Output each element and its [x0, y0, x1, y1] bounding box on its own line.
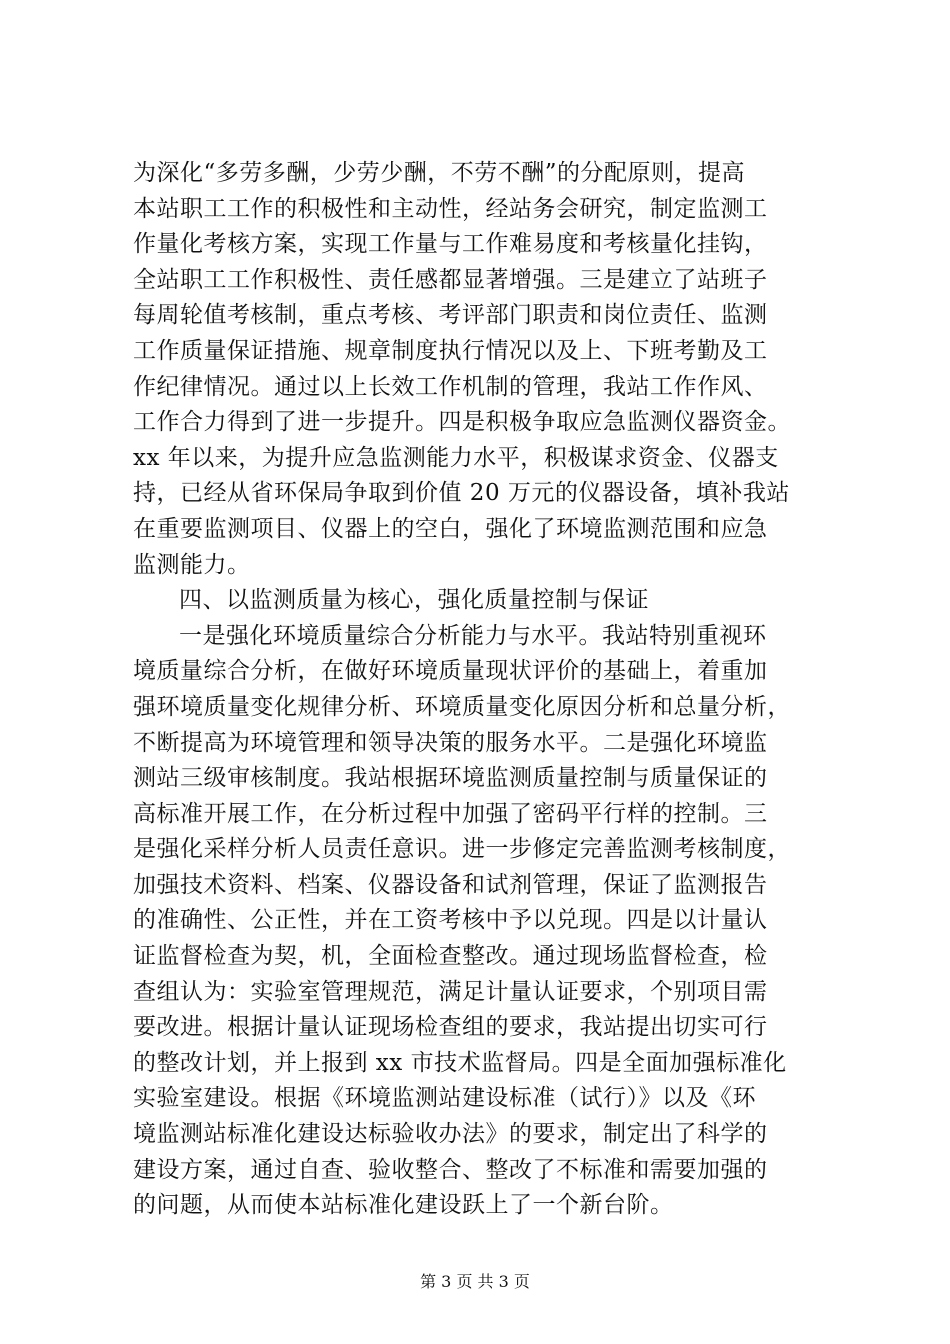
text-line: 一是强化环境质量综合分析能力与水平。我站特别重视环 — [179, 622, 767, 649]
text-line: 全站职工工作积极性、责任感都显著增强。三是建立了站班子 — [133, 266, 768, 293]
text-line: 本站职工工作的积极性和主动性，经站务会研究，制定监测工 — [133, 195, 768, 222]
text-line: 境质量综合分析，在做好环境质量现状评价的基础上，着重加 — [133, 658, 768, 685]
text-line: 境监测站标准化建设达标验收办法》的要求，制定出了科学的 — [133, 1121, 768, 1148]
text-line: 证监督检查为契，机，全面检查整改。通过现场监督检查，检 — [133, 943, 768, 970]
text-line: 每周轮值考核制，重点考核、考评部门职责和岗位责任、监测 — [133, 302, 768, 329]
text-line: 作纪律情况。通过以上长效工作机制的管理，我站工作作风、 — [133, 373, 768, 400]
text-line: 在重要监测项目、仪器上的空白，强化了环境监测范围和应急 — [133, 515, 768, 542]
text-line: 要改进。根据计量认证现场检查组的要求，我站提出切实可行 — [133, 1014, 768, 1041]
text-line: 测站三级审核制度。我站根据环境监测质量控制与质量保证的 — [133, 765, 768, 792]
text-line: 的问题，从而使本站标准化建设跃上了一个新台阶。 — [133, 1192, 674, 1219]
text-line: 的整改计划，并上报到 xx 市技术监督局。四是全面加强标准化 — [133, 1049, 787, 1076]
text-line: 实验室建设。根据《环境监测站建设标准（试行）》以及《环 — [133, 1085, 756, 1112]
text-line: 建设方案，通过自查、验收整合、整改了不标准和需要加强的 — [133, 1156, 768, 1183]
text-line: xx 年以来，为提升应急监测能力水平，积极谋求资金、仪器支 — [133, 444, 779, 471]
text-line: 为深化“多劳多酬，少劳少酬，不劳不酬”的分配原则，提高 — [133, 160, 746, 186]
text-line: 的准确性、公正性，并在工资考核中予以兑现。四是以计量认 — [133, 907, 768, 934]
text-line: 强环境质量变化规律分析、环境质量变化原因分析和总量分析， — [133, 693, 791, 720]
text-line: 不断提高为环境管理和领导决策的服务水平。二是强化环境监 — [133, 729, 768, 756]
text-line: 作量化考核方案，实现工作量与工作难易度和考核量化挂钩， — [133, 231, 768, 258]
text-line: 工作质量保证措施、规章制度执行情况以及上、下班考勤及工 — [133, 337, 768, 364]
text-line: 持，已经从省环保局争取到价值 20 万元的仪器设备，填补我站 — [133, 480, 790, 507]
text-line: 查组认为：实验室管理规范，满足计量认证要求，个别项目需 — [133, 978, 768, 1005]
text-line: 工作合力得到了进一步提升。四是积极争取应急监测仪器资金。 — [133, 409, 791, 436]
text-line: 监测能力。 — [133, 551, 251, 578]
text-line: 四、以监测质量为核心，强化质量控制与保证 — [179, 587, 649, 614]
text-line: 是强化采样分析人员责任意识。进一步修定完善监测考核制度， — [133, 836, 791, 863]
text-line: 高标准开展工作，在分析过程中加强了密码平行样的控制。三 — [133, 800, 768, 827]
document-body — [133, 156, 833, 1224]
text-line: 加强技术资料、档案、仪器设备和试剂管理，保证了监测报告 — [133, 871, 768, 898]
page-number-footer: 第 3 页 共 3 页 — [420, 1272, 530, 1291]
